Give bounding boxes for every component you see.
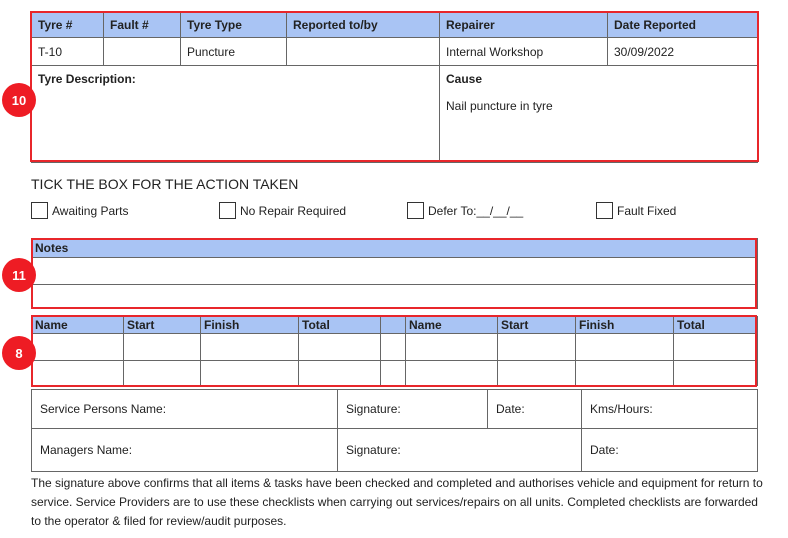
notes-line[interactable] <box>32 285 758 309</box>
labour-header-name-2: Name <box>406 317 498 334</box>
fault-fixed-label: Fault Fixed <box>617 204 677 218</box>
header-reported-to-by: Reported to/by <box>287 12 440 38</box>
managers-name-field[interactable]: Managers Name: <box>32 429 338 472</box>
kms-hours-field[interactable]: Kms/Hours: <box>582 390 758 429</box>
labour-header-spacer <box>381 317 406 334</box>
labour-cell[interactable] <box>576 361 674 386</box>
header-date-reported: Date Reported <box>608 12 758 38</box>
tyre-description-label: Tyre Description: <box>38 72 136 86</box>
cell-tyre-type[interactable]: Puncture <box>181 38 287 66</box>
notes-table <box>31 238 758 309</box>
labour-cell[interactable] <box>381 334 406 361</box>
date-field-1[interactable]: Date: <box>488 390 582 429</box>
awaiting-parts-label: Awaiting Parts <box>52 204 129 218</box>
cell-repairer[interactable]: Internal Workshop <box>440 38 608 66</box>
labour-header-name: Name <box>32 317 124 334</box>
labour-header-finish: Finish <box>201 317 299 334</box>
cell-reported-to-by[interactable] <box>287 38 440 66</box>
labour-cell[interactable] <box>32 361 124 386</box>
cause-cell[interactable] <box>440 66 758 163</box>
header-tyre-no: Tyre # <box>32 12 104 38</box>
notes-line[interactable] <box>32 258 758 285</box>
cell-date-reported[interactable]: 30/09/2022 <box>608 38 758 66</box>
labour-cell[interactable] <box>299 361 381 386</box>
labour-cell[interactable] <box>576 334 674 361</box>
no-repair-required-label: No Repair Required <box>240 204 347 218</box>
badge-notes-section: 11 <box>2 258 36 292</box>
awaiting-parts-checkbox[interactable] <box>31 202 48 219</box>
defer-to-label: Defer To:__/__/__ <box>428 204 524 218</box>
service-persons-name-field[interactable]: Service Persons Name: <box>32 390 338 429</box>
signature-field-1[interactable]: Signature: <box>338 390 488 429</box>
labour-table <box>31 316 758 386</box>
cell-tyre-no[interactable]: T-10 <box>32 38 104 66</box>
labour-cell[interactable] <box>674 334 758 361</box>
defer-to-checkbox[interactable] <box>407 202 424 219</box>
labour-cell[interactable] <box>674 361 758 386</box>
signoff-table <box>31 389 758 472</box>
labour-cell[interactable] <box>498 334 576 361</box>
labour-cell[interactable] <box>299 334 381 361</box>
badge-labour-section: 8 <box>2 336 36 370</box>
labour-cell[interactable] <box>406 334 498 361</box>
labour-cell[interactable] <box>124 361 201 386</box>
badge-tyre-section: 10 <box>2 83 36 117</box>
labour-header-total-2: Total <box>674 317 758 334</box>
action-heading: TICK THE BOX FOR THE ACTION TAKEN <box>31 176 299 192</box>
header-fault-no: Fault # <box>104 12 181 38</box>
cause-label: Cause <box>446 72 483 86</box>
cell-fault-no[interactable] <box>104 38 181 66</box>
header-tyre-type: Tyre Type <box>181 12 287 38</box>
header-repairer: Repairer <box>440 12 608 38</box>
no-repair-required-checkbox[interactable] <box>219 202 236 219</box>
labour-header-total: Total <box>299 317 381 334</box>
labour-cell[interactable] <box>381 361 406 386</box>
labour-cell[interactable] <box>124 334 201 361</box>
footer-disclaimer: The signature above confirms that all items & tasks have been checked and completed and authorises vehicle and equipment for return to service. Service Providers are to use these checklists when carrying out services/repairs on all units. Completed checklists are forwarded to the operator & filed for review/audit purposes. <box>31 476 763 528</box>
cause-value: Nail puncture in tyre <box>446 99 553 113</box>
labour-cell[interactable] <box>201 361 299 386</box>
fault-fixed-checkbox[interactable] <box>596 202 613 219</box>
labour-cell[interactable] <box>498 361 576 386</box>
tyre-table <box>31 11 758 163</box>
labour-cell[interactable] <box>32 334 124 361</box>
labour-header-finish-2: Finish <box>576 317 674 334</box>
signature-field-2[interactable]: Signature: <box>338 429 582 472</box>
labour-cell[interactable] <box>201 334 299 361</box>
notes-header: Notes <box>32 239 758 258</box>
labour-header-start: Start <box>124 317 201 334</box>
labour-header-start-2: Start <box>498 317 576 334</box>
tyre-description-cell[interactable] <box>32 66 440 163</box>
date-field-2[interactable]: Date: <box>582 429 758 472</box>
labour-cell[interactable] <box>406 361 498 386</box>
